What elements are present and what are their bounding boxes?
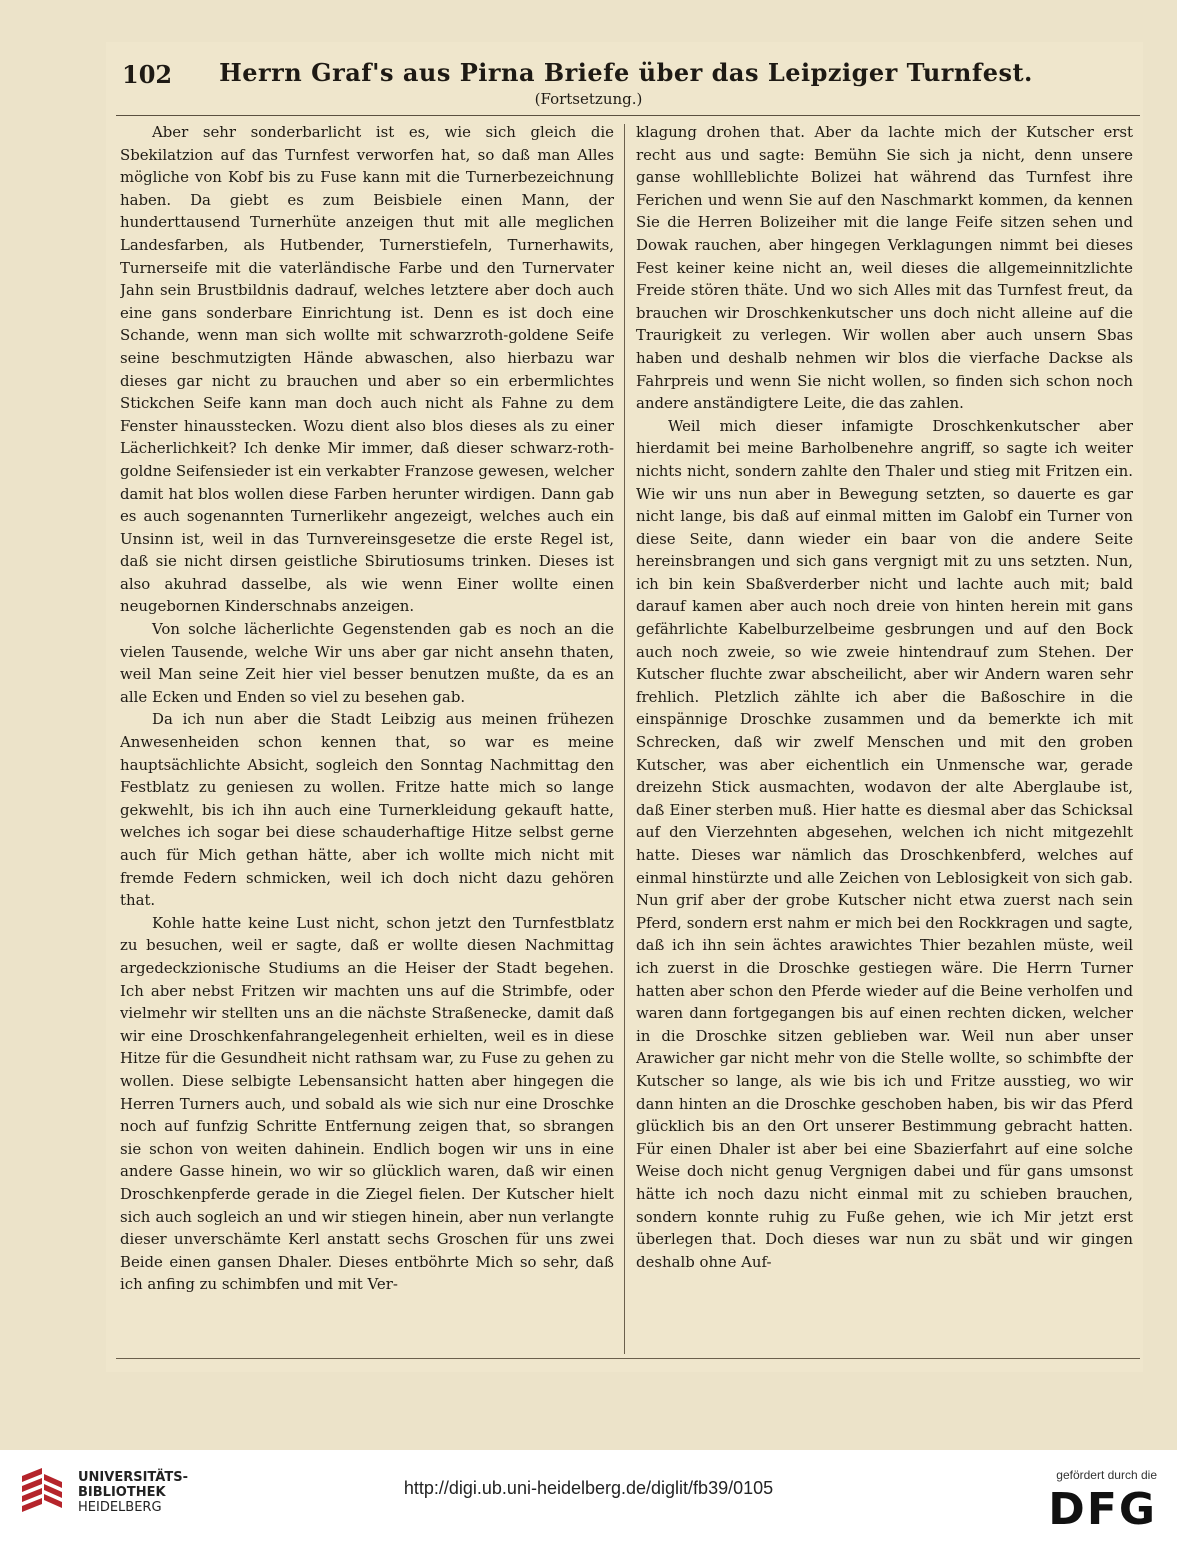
header-rule (116, 115, 1140, 116)
funded-by-label: gefördert durch die (1056, 1468, 1157, 1482)
bottom-rule (116, 1358, 1140, 1359)
library-name: UNIVERSITÄTS- BIBLIOTHEK HEIDELBERG (78, 1470, 188, 1515)
permalink-url[interactable]: http://digi.ub.uni-heidelberg.de/diglit/fb39/0105 (403, 1478, 774, 1498)
paragraph: Aber sehr sonderbarlicht ist es, wie sich gleich die Sbekilatzion auf das Turnfest verworfen hat, so daß man Alles mögliche von Kobf bis zu Fuse kann mit die Turnerbezeichnung haben. Da giebt es zum Beisbiele einen Mann, der hunderttausend Turnerhüte anzeigen thut mit alle meglichen Landesfarben, als Hutbender, Turnerstiefeln, Turnerhawits, Turnerseife mit die vaterländische Farbe und den Turnervater Jahn sein Brustbildnis dadrauf, welches letztere aber doch auch eine gans sonderbare Einrichtung ist. Denn es ist doch eine Schande, wenn man sich wollte mit schwarzroth-goldene Seife seine beschmutzigten Hände abwaschen, also hierbazu war dieses gar nicht zu brauchen und aber so ein erbermlichtes Stickchen Seife kann man doch auch nicht als Fahne zu dem Fenster hinausstecken. Wozu dient also blos dieses als zu einer Lächerlichkeit? Ich denke Mir immer, daß dieser schwarz-roth-goldne Seifensieder ist ein verkabter Franzose gewesen, welcher damit hat blos wollen diese Farben herunter wirdigen. Dann gab es auch sogenannten Turnerlikehr angezeigt, welches auch ein Unsinn ist, weil in das Turnvereinsgesetze die erste Regel ist, daß sie nicht dirsen geistliche Sbirutiosums trinken. Dieses ist also akuhrad dasselbe, als wie wenn Einer wollte einen neugebornen Kinderschnabs anzeigen. (120, 123, 614, 616)
paragraph: Kohle hatte keine Lust nicht, schon jetzt den Turnfestblatz zu besuchen, weil er sagte, daß er wollte diesen Nachmittag argedeckzionische Studiums an die Heiser der Stadt begehen. Ich aber nebst Fritzen wir machten uns auf die Strimbfe, oder vielmehr wir stellten uns an die nächste Straßenecke, damit daß wir eine Droschkenfahrangelegenheit erhielten, weil es in diese Hitze für die Gesundheit nicht rathsam war, zu Fuse zu gehen zu wollen. Diese selbigte Lebensansicht hatten aber hingegen die Herren Turners auch, und sobald als wie sich nur eine Droschke noch auf funfzig Schritte Entfernung zeigen that, so sbrangen sie schon von weiten dahinein. Endlich bogen wir uns in eine andere Gasse hinein, wo wir so glücklich waren, daß wir einen Droschkenpferde gerade in die Ziegel fielen. Der Kutscher hielt sich auch sogleich an und wir stiegen hinein, aber nun verlangte dieser unverschämte Kerl anstatt sechs Groschen für uns zwei Beide einen gansen Dhaler. Dieses entböhrte Mich so sehr, daß ich anfing zu schimbfen und mit Ver- (120, 913, 614, 1294)
right-column (636, 121, 1133, 1353)
paragraph: Da ich nun aber die Stadt Leibzig aus meinen frühezen Anwesenheiden schon kennen that, so war es meine hauptsächlichte Absicht, sogleich den Sonntag Nachmittag den Festblatz zu geniesen zu wollen. Fritze hatte mich so lange gekwehlt, bis ich ihn auch eine Turnerkleidung gekauft hatte, welches ich sogar bei diese schauderhaftige Hitze selbst gerne auch für Mich gethan hätte, aber ich wollte mich nicht mit fremde Federn schmicken, weil ich doch nicht dazu gehören that. (120, 710, 614, 910)
column-divider (624, 124, 625, 1354)
left-column (120, 121, 614, 1353)
paragraph: klagung drohen that. Aber da lachte mich der Kutscher erst recht aus und sagte: Bemühn Sie sich ja nicht, denn unsere ganse wohllleblichte Bolizei hat während das Turnfest ihre Ferichen und wenn Sie auf den Naschmarkt kommen, da kennen Sie die Herren Bolizeiher mit die lange Feife sitzen sehen und Dowak rauchen, aber hingegen Verklagungen nimmt bei dieses Fest keiner keine nicht an, weil dieses die allgemeinnitzlichte Freide stören thäte. Und wo sich Alles mit das Turnfest freut, da brauchen wir Droschkenkutscher uns doch nicht alleine auf die Traurigkeit zu verlegen. Wir wollen aber auch unsern Sbas haben und deshalb nehmen wir blos die vierfache Dackse als Fahrpreis und wenn Sie nicht wollen, so finden sich schon noch andere anständigtere Leite, die das zahlen. (636, 123, 1133, 413)
article-subtitle: (Fortsetzung.) (534, 90, 643, 108)
paragraph: Von solche lächerlichte Gegenstenden gab es noch an die vielen Tausende, welche Wir uns aber gar nicht ansehn thaten, weil Man seine Zeit hier viel besser benutzen mußte, da es an alle Ecken und Enden so viel zu besehen gab. (120, 620, 614, 706)
footer-bar (0, 1450, 1177, 1542)
page-number: 102 (122, 60, 173, 89)
article-title: Herrn Graf's aus Pirna Briefe über das Leipziger Turnfest. (219, 58, 1033, 87)
dfg-logo: DFG (1048, 1484, 1157, 1535)
page-header (118, 58, 1134, 92)
paragraph: Weil mich dieser infamigte Droschkenkutscher aber hierdamit bei meine Barholbenehre angriff, so sagte ich weiter nichts nicht, sondern zahlte den Thaler und stieg mit Fritzen ein. Wie wir uns nun aber in Bewegung setzten, so dauerte es gar nicht lange, bis daß auf einmal mitten im Galobf ein Turner von diese Seite, dann wieder ein baar von die andere Seite hereinsbrangen und sich gans vergnigt mit zu uns setzten. Nun, ich bin kein Sbaßverderber nicht und lachte auch mit; bald darauf kamen aber auch noch dreie von hinten herein mit gans gefährlichte Kabelburzelbeime gesbrungen und auf den Bock auch noch zweie, so wie zweie hintendrauf zum Stehen. Der Kutscher fluchte zwar abscheilicht, aber wir Andern waren sehr frehlich. Pletzlich zählte ich aber die Baßoschire in die einspännige Droschke zusammen und da bemerkte ich mit Schrecken, daß wir zwelf Menschen und mit den groben Kutscher, was aber eichentlich ein Unmensche war, gerade dreizehn Stick ausmachten, wodavon der alte Aberglaube ist, daß Einer sterben muß. Hier hatte es diesmal aber das Schicksal auf den Vierzehnten abgesehen, welchen ich nicht mitgezehlt hatte. Dieses war nämlich das Droschkenbferd, welches auf einmal hinstürzte und alle Zeichen von Leblosigkeit von sich gab. Nun grif aber der grobe Kutscher nicht etwa zuerst nach sein Pferd, sondern erst nahm er mich bei den Rockkragen und sagte, daß ich ihn sein ächtes arawichtes Thier bezahlen müste, weil ich zuerst in die Droschke gestiegen wäre. Die Herrn Turner hatten aber schon den Pferde wieder auf die Beine verholfen und waren dann fortgegangen bis auf einen rechten dicken, welcher in die Droschke sitzen geblieben war. Weil nun aber unser Arawicher gar nicht mehr von die Stelle wollte, so schimbfte der Kutscher so lange, als wie bis ich und Fritze ausstieg, wo wir dann hinten an die Droschke geschoben haben, bis wir das Pferd glücklich bis an den Ort unserer Bestimmung gebracht hatten. Für einen Dhaler ist aber bei eine Sbazierfahrt auf eine solche Weise doch nicht genug Vergnigen dabei und für gans umsonst hätte ich noch dazu nicht einmal mit zu schieben brauchen, sondern konnte ruhig zu Fuße gehen, wie ich Mir jetzt erst überlegen that. Doch dieses war nun zu sbät und wir gingen deshalb ohne Auf- (636, 416, 1133, 1271)
